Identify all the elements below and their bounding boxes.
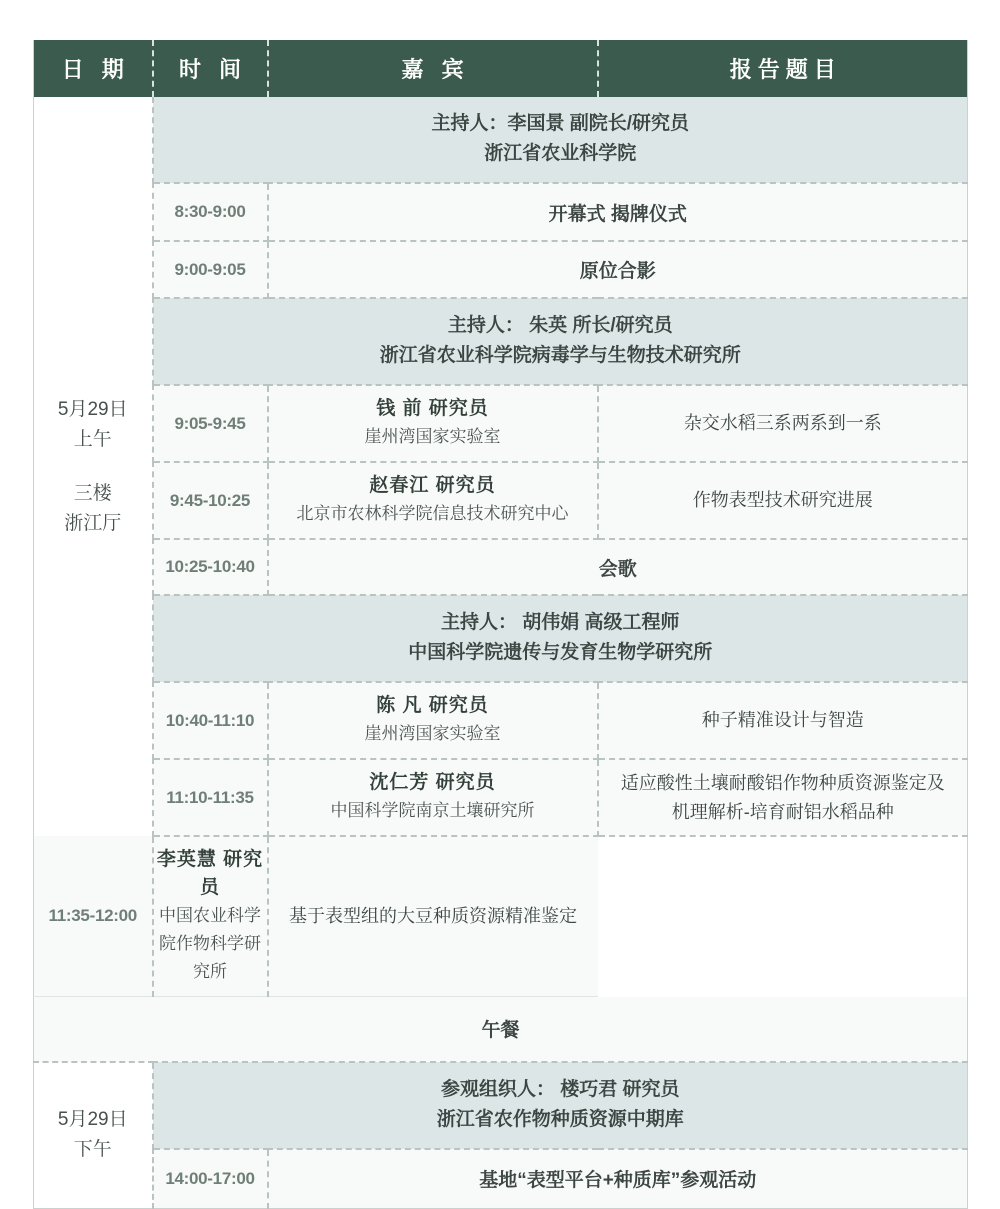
host-4-text	[154, 1063, 968, 1148]
host-3-text	[154, 596, 968, 681]
topic-text-4	[269, 894, 598, 939]
time-cell-visit	[153, 1149, 268, 1209]
time-talk-3: 11:10-11:35	[166, 787, 254, 807]
title-cell-opening	[268, 183, 968, 241]
time-photo: 9:00-9:05	[174, 259, 246, 279]
topic-cell-talk-0	[598, 385, 968, 462]
title-photo: 原位合影	[579, 261, 656, 282]
venue-morning-line2: 浙江厅	[64, 512, 122, 534]
title-visit: 基地“表型平台+种质库”参观活动	[479, 1170, 757, 1192]
guest-org-3: 中国科学院南京土壤研究所	[330, 801, 535, 820]
topic-cell-talk-4	[268, 836, 598, 997]
time-cell-talk-1	[153, 462, 268, 539]
row-visit-activity	[34, 1149, 968, 1209]
date-afternoon-line1: 5月29日	[57, 1109, 128, 1131]
table-row	[34, 462, 968, 539]
host-4-line2: 浙江省农作物种质资源中期库	[436, 1108, 684, 1130]
time-cell-anthem	[153, 539, 268, 595]
topic-line1-3: 适应酸性土壤耐酸铝作物种质资源鉴定及	[620, 772, 945, 793]
host-cell-1	[153, 97, 968, 183]
host-4-line1: 参观组织人： 楼巧君 研究员	[440, 1078, 680, 1100]
guest-info-1	[269, 463, 597, 538]
host-cell-3	[153, 595, 968, 682]
guest-info-0	[269, 386, 597, 461]
guest-name-1: 赵春江 研究员	[369, 475, 496, 496]
time-cell-talk-3	[153, 759, 268, 836]
time-talk-2: 10:40-11:10	[165, 710, 255, 730]
table-row	[34, 836, 968, 997]
host-2-line1: 主持人： 朱英 所长/研究员	[447, 315, 673, 336]
host-row-2	[34, 298, 968, 385]
conference-schedule-table	[33, 40, 968, 1209]
host-row-1	[34, 97, 968, 183]
column-header-topic: 报告题目	[598, 40, 968, 97]
topic-cell-talk-3	[598, 759, 968, 836]
time-cell-opening	[153, 183, 268, 241]
guest-org-0: 崖州湾国家实验室	[364, 427, 501, 446]
time-talk-0: 9:05-9:45	[174, 413, 246, 433]
table-row	[34, 682, 968, 759]
title-cell-visit	[268, 1149, 968, 1209]
time-talk-4: 11:35-12:00	[48, 906, 137, 925]
title-cell-anthem	[268, 539, 968, 595]
column-header-date: 日 期	[34, 40, 153, 97]
host-row-4	[34, 1062, 968, 1149]
guest-org-2: 崖州湾国家实验室	[364, 724, 501, 743]
row-opening-ceremony	[34, 183, 968, 241]
guest-cell-talk-0	[268, 385, 598, 462]
column-header-guest: 嘉 宾	[268, 40, 598, 97]
title-anthem: 会歌	[598, 558, 637, 580]
time-cell-talk-4	[34, 836, 153, 997]
host-row-3	[34, 595, 968, 682]
topic-line1-1: 作物表型技术研究进展	[692, 490, 873, 510]
table-row	[34, 759, 968, 836]
topic-cell-talk-2	[598, 682, 968, 759]
guest-name-0: 钱 前 研究员	[376, 398, 489, 419]
topic-line1-2: 种子精准设计与智造	[701, 710, 864, 730]
row-conference-anthem	[34, 539, 968, 595]
date-morning-line2: 上午	[73, 428, 112, 450]
topic-text-0	[599, 401, 968, 446]
topic-text-3	[599, 761, 968, 835]
table-header-row	[34, 40, 968, 97]
title-opening: 开幕式 揭牌仪式	[548, 203, 687, 225]
host-3-line2: 中国科学院遗传与发育生物学研究所	[408, 642, 713, 663]
time-talk-1: 9:45-10:25	[169, 490, 251, 510]
time-opening: 8:30-9:00	[174, 202, 246, 221]
title-lunch: 午餐	[481, 1020, 520, 1042]
host-2-text	[154, 299, 968, 384]
topic-text-1	[599, 478, 968, 523]
guest-cell-talk-3	[268, 759, 598, 836]
guest-info-3	[269, 760, 597, 835]
time-visit: 14:00-17:00	[165, 1168, 255, 1188]
guest-org-4: 中国农业科学院作物科学研究所	[159, 906, 261, 981]
topic-line1-4: 基于表型组的大豆种质资源精准鉴定	[289, 906, 577, 926]
guest-name-3: 沈仁芳 研究员	[369, 772, 496, 793]
topic-line1-0: 杂交水稻三系两系到一系	[683, 413, 882, 433]
date-afternoon-line2: 下午	[73, 1139, 112, 1161]
guest-name-4: 李英慧 研究员	[156, 849, 264, 898]
time-cell-talk-2	[153, 682, 268, 759]
date-cell-afternoon	[34, 1062, 153, 1209]
lunch-cell	[34, 997, 968, 1062]
guest-cell-talk-2	[268, 682, 598, 759]
host-1-line1: 主持人：李国景 副院长/研究员	[431, 113, 690, 134]
time-cell-photo	[153, 241, 268, 298]
date-morning-text	[34, 395, 152, 539]
guest-info-2	[269, 683, 597, 758]
guest-cell-talk-1	[268, 462, 598, 539]
guest-info-4	[154, 837, 267, 996]
time-cell-talk-0	[153, 385, 268, 462]
column-header-time: 时 间	[153, 40, 268, 97]
row-group-photo	[34, 241, 968, 298]
title-cell-photo	[268, 241, 968, 298]
guest-cell-talk-4	[153, 836, 268, 997]
venue-morning-line1: 三楼	[73, 482, 112, 504]
host-1-text	[154, 97, 968, 182]
topic-line2-3: 机理解析-培育耐铝水稻品种	[671, 801, 894, 822]
guest-name-2: 陈 凡 研究员	[376, 695, 489, 716]
date-afternoon-text	[34, 1105, 152, 1165]
time-anthem: 10:25-10:40	[165, 557, 255, 576]
host-2-line2: 浙江省农业科学院病毒学与生物技术研究所	[379, 345, 741, 366]
guest-org-1: 北京市农林科学院信息技术研究中心	[296, 504, 569, 523]
table-row	[34, 385, 968, 462]
topic-cell-talk-1	[598, 462, 968, 539]
host-cell-2	[153, 298, 968, 385]
topic-text-2	[599, 698, 968, 743]
host-3-line1: 主持人： 胡伟娟 高级工程师	[440, 612, 680, 633]
row-lunch	[34, 997, 968, 1062]
host-1-line2: 浙江省农业科学院	[484, 143, 637, 164]
date-spacer	[34, 455, 152, 479]
date-cell-morning	[34, 97, 153, 836]
date-morning-line1: 5月29日	[57, 398, 128, 420]
host-cell-4	[153, 1062, 968, 1149]
